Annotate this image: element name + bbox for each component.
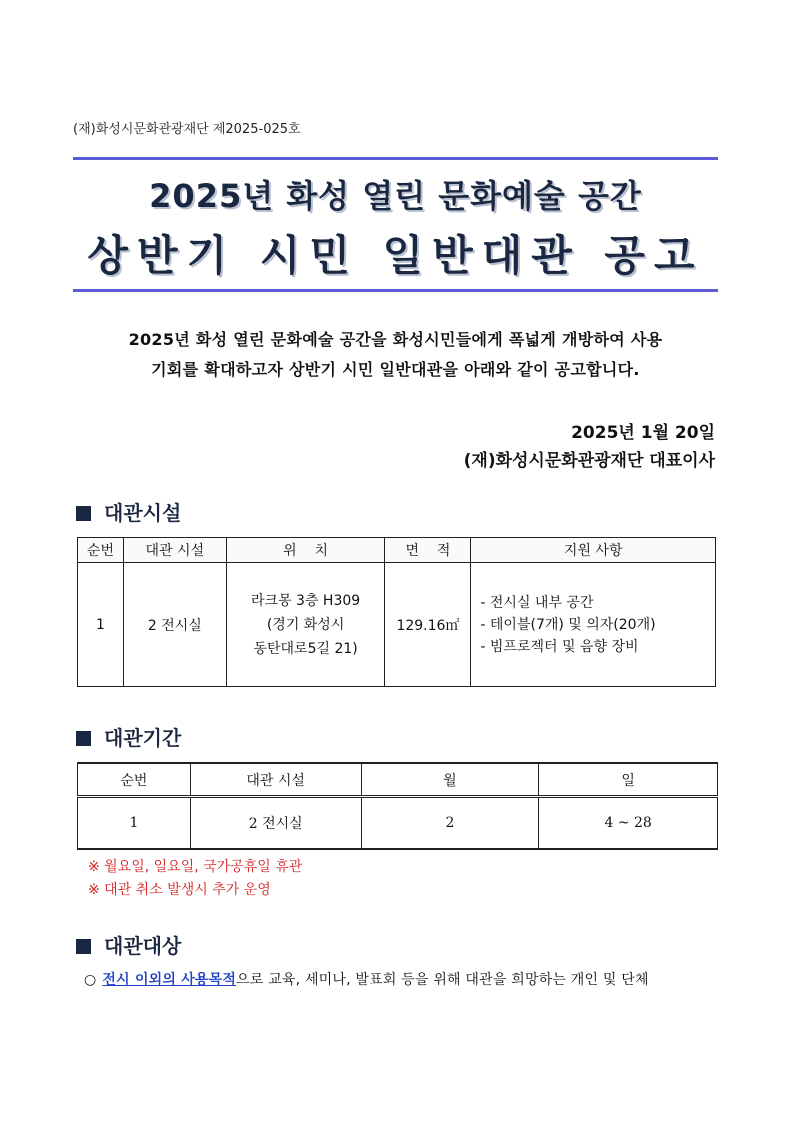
cell-location (226, 563, 385, 687)
column-header: 면 적 (385, 538, 471, 563)
announcement-date: 2025년 1월 20일 (571, 423, 715, 443)
document-number: (재)화성시문화관광재단 제2025-025호 (73, 122, 301, 137)
intro-line-2: 기회를 확대하고자 상반기 시민 일반대관을 아래와 같이 공고합니다. (151, 360, 640, 379)
circle-bullet-icon: ○ (84, 972, 97, 988)
target-description (84, 969, 649, 989)
target-text: 으로 교육, 세미나, 발표회 등을 위해 대관을 희망하는 개인 및 단체 (236, 972, 649, 988)
column-header: 대관 시설 (190, 763, 361, 797)
intro-paragraph (73, 325, 718, 385)
target-emphasis: 전시 이외의 사용목적 (102, 972, 237, 988)
column-header: 대관 시설 (123, 538, 226, 563)
cell-number: 1 (78, 563, 124, 687)
support-item: - 전시실 내부 공간 (480, 594, 594, 611)
square-bullet-icon (76, 939, 91, 954)
section-heading-period (76, 722, 181, 751)
table-header-row (78, 763, 718, 797)
support-item: - 테이블(7개) 및 의자(20개) (480, 616, 656, 633)
period-table (77, 762, 718, 850)
cell-facility: 2 전시실 (123, 563, 226, 687)
cell-number: 1 (78, 797, 191, 850)
cell-support (471, 563, 716, 687)
section-heading-text: 대관시설 (104, 501, 182, 525)
note-item: ※ 월요일, 일요일, 국가공휴일 휴관 (88, 859, 303, 875)
title-bottom-rule (73, 289, 718, 292)
note-item: ※ 대관 취소 발생시 추가 운영 (88, 882, 271, 898)
section-heading-target (76, 930, 181, 959)
location-line: 동탄대로5길 21) (253, 640, 358, 657)
location-line: (경기 화성시 (266, 616, 345, 633)
title-line-1: 2025년 화성 열린 문화예술 공간 (149, 177, 642, 215)
title-top-rule (73, 157, 718, 160)
cell-area: 129.16㎡ (385, 563, 471, 687)
square-bullet-icon (76, 506, 91, 521)
section-heading-text: 대관기간 (104, 726, 182, 750)
column-header: 순번 (78, 763, 191, 797)
support-item: - 빔프로젝터 및 음향 장비 (480, 638, 639, 655)
column-header: 일 (539, 763, 718, 797)
title-block (73, 157, 718, 293)
closure-notes (88, 856, 302, 902)
section-heading-text: 대관대상 (104, 934, 182, 958)
table-header-row (78, 538, 716, 563)
cell-facility: 2 전시실 (190, 797, 361, 850)
column-header: 월 (361, 763, 539, 797)
square-bullet-icon (76, 731, 91, 746)
column-header: 순번 (78, 538, 124, 563)
title-line-2: 상반기 시민 일반대관 공고 (87, 231, 704, 280)
section-heading-facilities (76, 497, 181, 526)
intro-line-1: 2025년 화성 열린 문화예술 공간을 화성시민들에게 폭넓게 개방하여 사용 (128, 330, 663, 349)
table-row (78, 797, 718, 850)
cell-days: 4 ~ 28 (539, 797, 718, 850)
column-header: 위 치 (226, 538, 385, 563)
location-line: 라크몽 3층 H309 (251, 592, 361, 609)
facility-table (77, 537, 716, 687)
cell-month: 2 (361, 797, 539, 850)
column-header: 지원 사항 (471, 538, 716, 563)
issuing-organization: (재)화성시문화관광재단 대표이사 (463, 451, 715, 471)
table-row (78, 563, 716, 687)
